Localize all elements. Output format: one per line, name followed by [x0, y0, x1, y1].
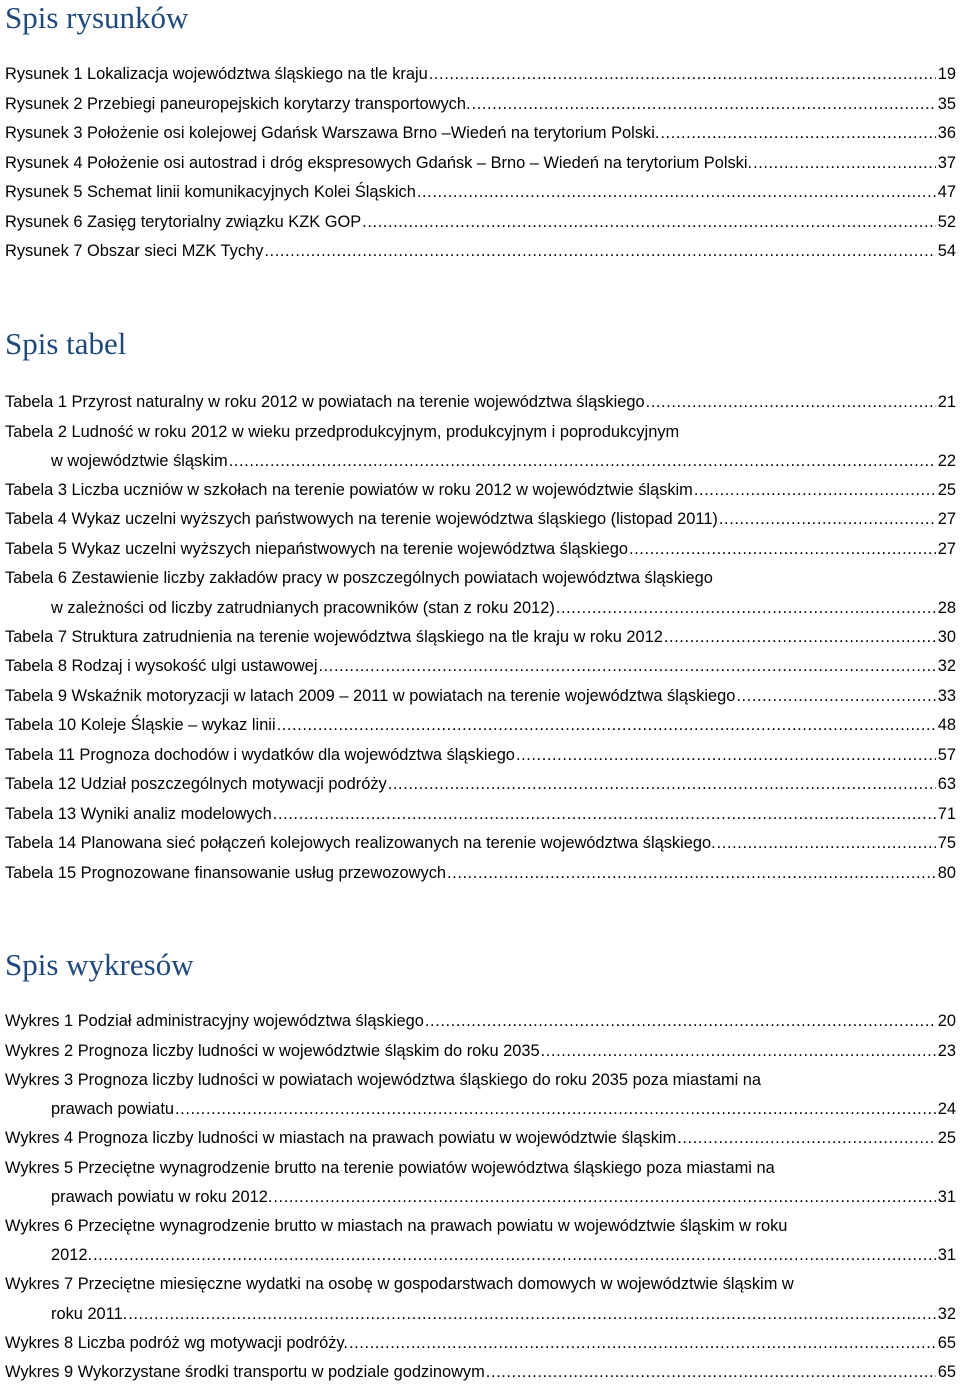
toc-entry[interactable] — [0, 862, 960, 892]
toc-entry[interactable] — [0, 567, 960, 625]
dot-leader — [362, 211, 936, 233]
dot-leader — [753, 152, 936, 174]
toc-entry-line — [5, 862, 956, 884]
charts-list — [0, 1010, 960, 1391]
toc-page-number: 32 — [937, 657, 956, 676]
dot-leader — [429, 63, 936, 85]
toc-entry-title: Tabela 4 Wykaz uczelni wyższych państwowych na terenie województwa śląskiego (listopad 2011) — [5, 510, 718, 529]
dot-leader — [717, 832, 936, 854]
toc-page-number: 27 — [937, 539, 956, 558]
toc-entry-line — [5, 832, 956, 854]
toc-entry-line — [5, 1040, 956, 1062]
toc-entry[interactable] — [0, 538, 960, 568]
figures-list — [0, 63, 960, 270]
dot-leader — [417, 181, 936, 203]
toc-entry-title: Rysunek 2 Przebiegi paneuropejskich korytarzy transportowych. — [5, 94, 471, 113]
toc-entry-line — [5, 538, 956, 560]
toc-page-number: 31 — [937, 1246, 956, 1265]
toc-entry-line — [5, 685, 956, 707]
toc-page-number: 23 — [937, 1041, 956, 1060]
dot-leader — [319, 655, 936, 677]
toc-entry[interactable] — [0, 655, 960, 685]
toc-entry-first-line: Tabela 6 Zestawienie liczby zakładów pracy w poszczególnych powiatach województwa śląskiego — [5, 569, 713, 588]
toc-entry-first-line: Wykres 6 Przeciętne wynagrodzenie brutto w miastach na prawach powiatu w województwie śląskim w roku — [5, 1217, 788, 1236]
toc-page-number: 65 — [937, 1363, 956, 1382]
toc-entry-line — [5, 211, 956, 233]
toc-entry-line — [5, 508, 956, 530]
toc-entry[interactable] — [0, 1215, 960, 1273]
toc-entry-line — [51, 1186, 956, 1208]
toc-entry-line — [51, 597, 956, 619]
toc-entry-title: Tabela 1 Przyrost naturalny w roku 2012 w powiatach na terenie województwa śląskiego — [5, 393, 645, 411]
dot-leader — [425, 1010, 936, 1032]
toc-entry-title: Rysunek 3 Położenie osi kolejowej Gdańsk Warszawa Brno –Wiedeń na terytorium Polski. — [5, 124, 660, 142]
toc-entry-line — [5, 181, 956, 203]
toc-entry-line — [5, 1010, 956, 1032]
toc-page-number: 57 — [937, 745, 956, 764]
toc-entry-title: w województwie śląskim — [51, 451, 228, 470]
toc-entry[interactable] — [0, 803, 960, 833]
dot-leader — [660, 122, 935, 144]
dot-leader — [175, 1098, 936, 1120]
toc-entry-line — [5, 803, 956, 825]
toc-entry[interactable] — [0, 832, 960, 862]
toc-entry-line — [5, 773, 956, 795]
toc-entry[interactable] — [0, 773, 960, 803]
toc-entry[interactable] — [0, 152, 960, 182]
toc-entry-title: Tabela 7 Struktura zatrudnienia na terenie województwa śląskiego na tle kraju w roku 2012 — [5, 627, 663, 646]
dot-leader — [349, 1332, 936, 1354]
dot-leader — [694, 479, 936, 501]
toc-page-number: 80 — [937, 863, 956, 882]
toc-entry[interactable] — [0, 685, 960, 715]
toc-entry-line — [5, 626, 956, 648]
toc-page-number: 25 — [937, 480, 956, 499]
toc-entry[interactable] — [0, 1069, 960, 1127]
dot-leader — [93, 1244, 936, 1266]
toc-entry-title: Tabela 5 Wykaz uczelni wyższych niepaństwowych na terenie województwa śląskiego — [5, 539, 628, 558]
toc-page-number: 75 — [937, 834, 956, 853]
toc-page-number: 52 — [937, 212, 956, 231]
toc-page-number: 71 — [937, 804, 956, 823]
section-title-charts: Spis wykresów — [5, 947, 194, 982]
toc-page-number: 47 — [937, 183, 956, 201]
toc-entry[interactable] — [0, 744, 960, 774]
toc-entry-line — [5, 714, 956, 736]
toc-entry-title: Wykres 1 Podział administracyjny województwa śląskiego — [5, 1012, 424, 1030]
toc-entry[interactable] — [0, 1332, 960, 1362]
toc-entry-title: Wykres 4 Prognoza liczby ludności w miastach na prawach powiatu w województwie śląskim — [5, 1129, 677, 1148]
toc-entry[interactable] — [0, 240, 960, 270]
toc-entry-line — [5, 744, 956, 766]
toc-entry-line — [5, 655, 956, 677]
toc-entry[interactable] — [0, 479, 960, 509]
toc-entry-title: Tabela 14 Planowana sieć połączeń kolejowych realizowanych na terenie województwa śląskiego. — [5, 834, 716, 853]
toc-entry-first-line: Wykres 7 Przeciętne miesięczne wydatki na osobę w gospodarstwach domowych w województwie śląskim w — [5, 1275, 794, 1294]
toc-entry-title: Rysunek 5 Schemat linii komunikacyjnych Kolei Śląskich — [5, 183, 416, 201]
toc-entry-line — [5, 391, 956, 413]
toc-entry[interactable] — [0, 1361, 960, 1391]
toc-entry-line — [51, 450, 956, 472]
toc-entry-title: prawach powiatu — [51, 1100, 175, 1119]
dot-leader — [486, 1361, 936, 1383]
toc-page-number: 22 — [937, 451, 956, 470]
toc-entry-line — [5, 240, 956, 262]
toc-entry-title: Tabela 10 Koleje Śląskie – wykaz linii — [5, 716, 276, 735]
dot-leader — [646, 391, 936, 413]
toc-entry[interactable] — [0, 1157, 960, 1215]
toc-entry[interactable] — [0, 63, 960, 93]
toc-entry-title: Rysunek 4 Położenie osi autostrad i dróg ekspresowych Gdańsk – Brno – Wiedeń na terytorium Polski. — [5, 153, 753, 172]
toc-page-number: 19 — [937, 65, 956, 83]
toc-entry[interactable] — [0, 1010, 960, 1040]
toc-entry-line — [5, 93, 956, 115]
toc-entry-line — [51, 1244, 956, 1266]
toc-entry-line — [5, 63, 956, 85]
toc-entry[interactable] — [0, 1040, 960, 1070]
toc-entry-title: Tabela 12 Udział poszczególnych motywacji podróży — [5, 775, 387, 794]
toc-entry-line — [5, 1332, 956, 1354]
toc-page-number: 48 — [937, 716, 956, 735]
toc-entry[interactable] — [0, 421, 960, 479]
dot-leader — [541, 1040, 936, 1062]
toc-entry[interactable] — [0, 626, 960, 656]
toc-entry-line — [5, 479, 956, 501]
toc-entry[interactable] — [0, 714, 960, 744]
toc-page-number: 31 — [937, 1188, 956, 1207]
toc-entry-title: w zależności od liczby zatrudnianych pracowników (stan z roku 2012) — [51, 598, 555, 617]
toc-page-number: 54 — [937, 242, 956, 260]
dot-leader — [719, 508, 936, 530]
toc-entry-title: Tabela 15 Prognozowane finansowanie usług przewozowych — [5, 863, 447, 882]
dot-leader — [447, 862, 936, 884]
toc-entry-title: Tabela 8 Rodzaj i wysokość ulgi ustawowej — [5, 657, 318, 676]
toc-page-number: 20 — [937, 1012, 956, 1030]
section-title-tables: Spis tabel — [5, 326, 127, 361]
toc-page-number: 27 — [937, 510, 956, 529]
toc-entry-line — [5, 1361, 956, 1383]
dot-leader — [516, 744, 936, 766]
section-title-figures: Spis rysunków — [5, 0, 189, 35]
toc-entry-title: Tabela 11 Prognoza dochodów i wydatków dla województwa śląskiego — [5, 745, 515, 764]
toc-entry-first-line: Tabela 2 Ludność w roku 2012 w wieku przedprodukcyjnym, produkcyjnym i poprodukcyjnym — [5, 422, 680, 441]
dot-leader — [677, 1127, 936, 1149]
dot-leader — [736, 685, 935, 707]
toc-entry-title: Rysunek 1 Lokalizacja województwa śląskiego na tle kraju — [5, 65, 428, 83]
dot-leader — [273, 1186, 935, 1208]
dot-leader — [128, 1303, 936, 1325]
toc-entry-title: Rysunek 7 Obszar sieci MZK Tychy — [5, 242, 264, 260]
toc-entry-line — [51, 1303, 956, 1325]
toc-entry-title: Wykres 2 Prognoza liczby ludności w województwie śląskim do roku 2035 — [5, 1041, 540, 1060]
toc-entry[interactable] — [0, 181, 960, 211]
toc-page-number: 32 — [937, 1304, 956, 1323]
dot-leader — [229, 450, 936, 472]
toc-entry-title: Wykres 8 Liczba podróż wg motywacji podróży. — [5, 1333, 348, 1352]
toc-page-number: 33 — [937, 686, 956, 705]
toc-page-number: 25 — [937, 1129, 956, 1148]
toc-entry-title: Wykres 9 Wykorzystane środki transportu w podziale godzinowym — [5, 1363, 485, 1382]
toc-page-number: 35 — [937, 94, 956, 113]
toc-page-number: 24 — [937, 1100, 956, 1119]
dot-leader — [664, 626, 936, 648]
toc-entry-title: Tabela 9 Wskaźnik motoryzacji w latach 2009 – 2011 w powiatach na terenie województwa śląskiego — [5, 686, 736, 705]
dot-leader — [388, 773, 936, 795]
toc-entry[interactable] — [0, 1273, 960, 1331]
toc-page-number: 30 — [937, 627, 956, 646]
toc-entry[interactable] — [0, 93, 960, 123]
toc-entry-line — [5, 122, 956, 144]
toc-entry-title: Rysunek 6 Zasięg terytorialny związku KZK GOP — [5, 212, 362, 231]
toc-entry-line — [5, 152, 956, 174]
dot-leader — [264, 240, 935, 262]
toc-entry[interactable] — [0, 508, 960, 538]
toc-entry-first-line: Wykres 5 Przeciętne wynagrodzenie brutto na terenie powiatów województwa śląskiego poza miastami na — [5, 1158, 775, 1177]
toc-entry-line — [5, 1127, 956, 1149]
toc-entry-line — [51, 1098, 956, 1120]
toc-page-number: 36 — [937, 124, 956, 142]
toc-entry-title: prawach powiatu w roku 2012. — [51, 1188, 273, 1207]
toc-page-number: 28 — [937, 598, 956, 617]
toc-entry[interactable] — [0, 391, 960, 421]
toc-page-number: 21 — [937, 393, 956, 411]
toc-entry-title: roku 2011. — [51, 1304, 128, 1323]
toc-entry-title: Tabela 13 Wyniki analiz modelowych — [5, 804, 272, 823]
toc-entry[interactable] — [0, 211, 960, 241]
tables-list — [0, 391, 960, 891]
dot-leader — [472, 93, 936, 115]
toc-entry-first-line: Wykres 3 Prognoza liczby ludności w powiatach województwa śląskiego do roku 2035 poza miastami na — [5, 1071, 762, 1089]
toc-page-number: 37 — [937, 153, 956, 172]
toc-entry-title: 2012. — [51, 1246, 93, 1265]
toc-entry[interactable] — [0, 1127, 960, 1157]
dot-leader — [273, 803, 936, 825]
dot-leader — [277, 714, 936, 736]
toc-entry-title: Tabela 3 Liczba uczniów w szkołach na terenie powiatów w roku 2012 w województwie śląskim — [5, 480, 693, 499]
toc-page-number: 63 — [937, 775, 956, 794]
dot-leader — [629, 538, 936, 560]
toc-page-number: 65 — [937, 1333, 956, 1352]
toc-entry[interactable] — [0, 122, 960, 152]
dot-leader — [556, 597, 936, 619]
